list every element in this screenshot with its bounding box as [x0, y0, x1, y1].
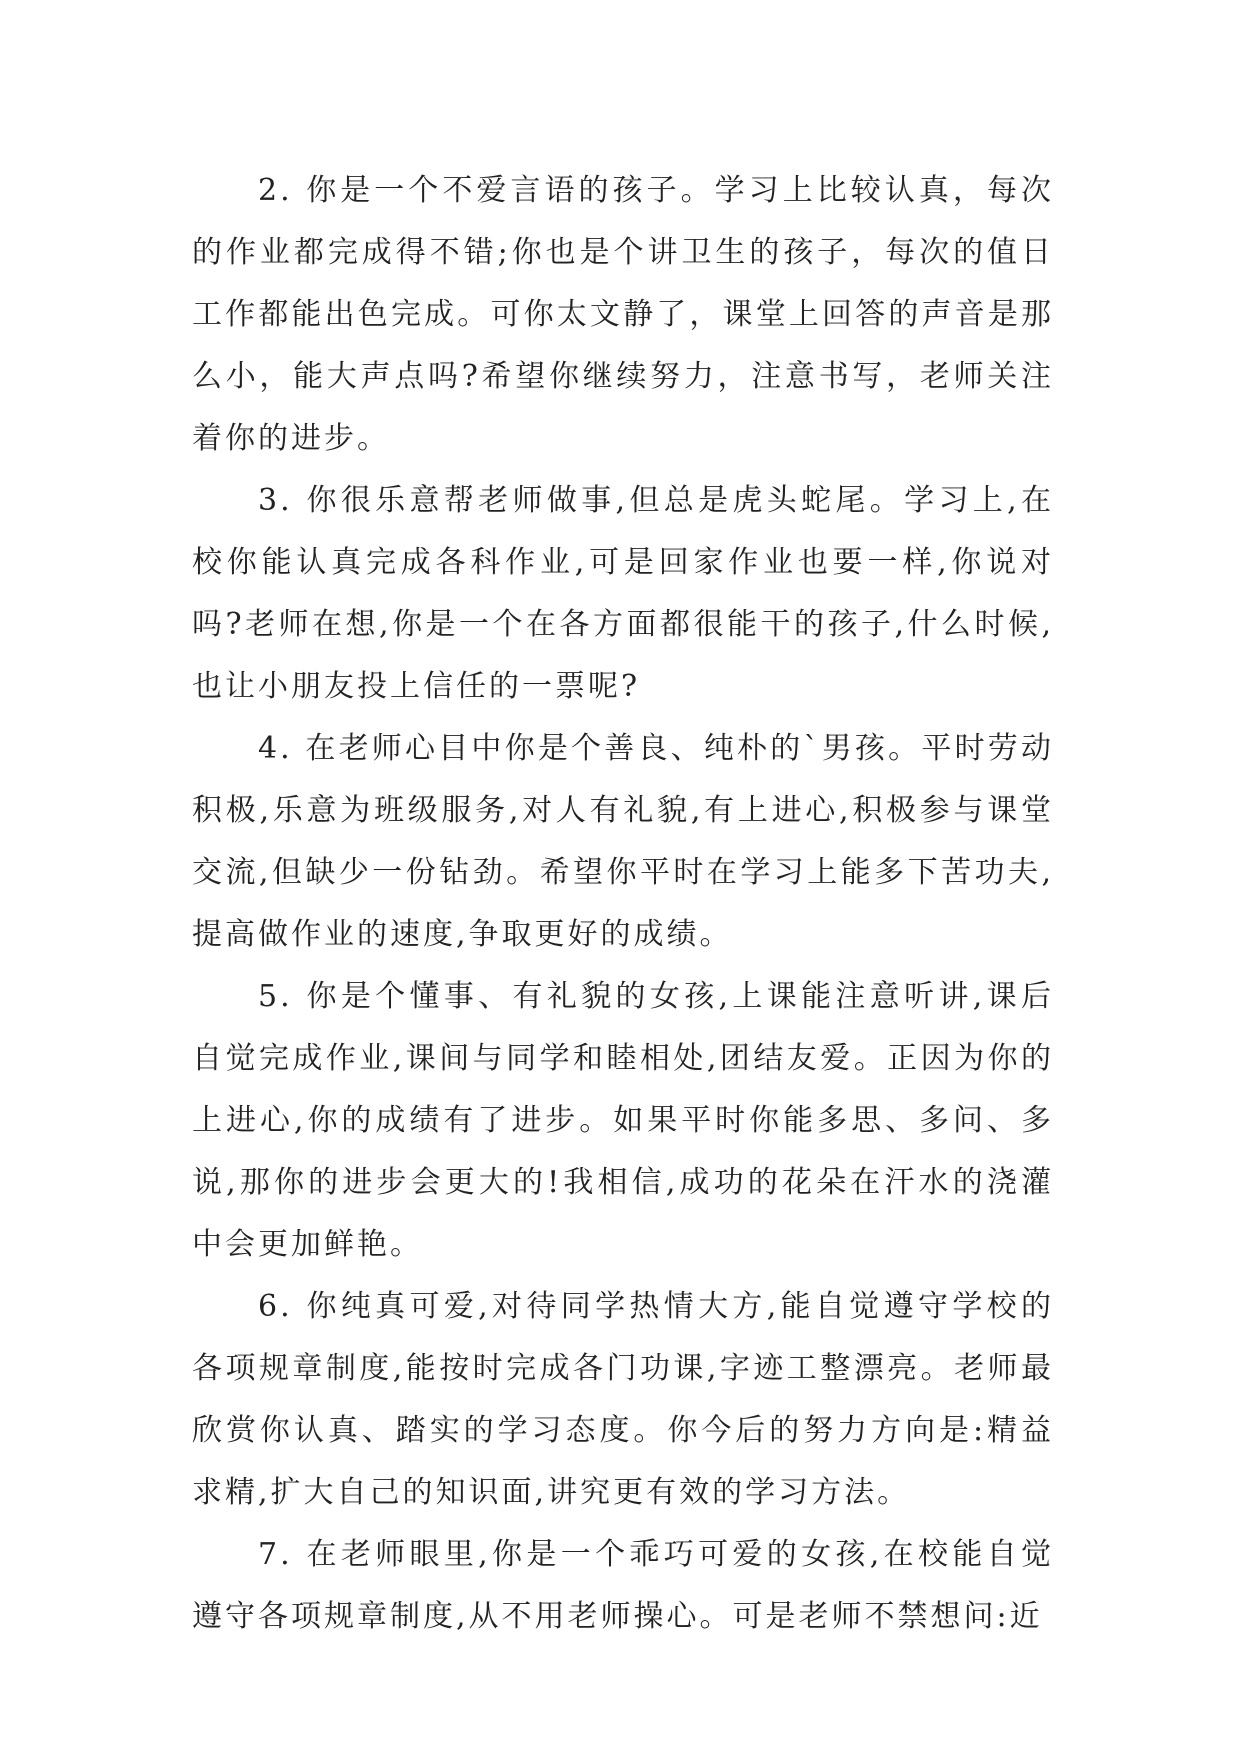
document-body — [192, 160, 1054, 1648]
comment-paragraph-2: 2. 你是一个不爱言语的孩子。学习上比较认真，每次的作业都完成得不错;你也是个讲卫生的孩子，每次的值日工作都能出色完成。可你太文静了，课堂上回答的声音是那么小，能大声点吗?希望你继续努力，注意书写，老师关注着你的进步。 — [192, 173, 1054, 456]
comment-paragraph-5: 5. 你是个懂事、有礼貌的女孩,上课能注意听讲,课后自觉完成作业,课间与同学和睦相处,团结友爱。正因为你的上进心,你的成绩有了进步。如果平时你能多思、多问、多说,那你的进步会更大的!我相信,成功的花朵在汗水的浇灌中会更加鲜艳。 — [192, 979, 1054, 1262]
comment-paragraph-3: 3. 你很乐意帮老师做事,但总是虎头蛇尾。学习上,在校你能认真完成各科作业,可是回家作业也要一样,你说对吗?老师在想,你是一个在各方面都很能干的孩子,什么时候,也让小朋友投上信任的一票呢? — [192, 483, 1054, 704]
comment-paragraph-4: 4. 在老师心目中你是个善良、纯朴的`男孩。平时劳动积极,乐意为班级服务,对人有礼貌,有上进心,积极参与课堂交流,但缺少一份钻劲。希望你平时在学习上能多下苦功夫,提高做作业的速度,争取更好的成绩。 — [192, 731, 1054, 952]
comment-paragraph-7: 7. 在老师眼里,你是一个乖巧可爱的女孩,在校能自觉遵守各项规章制度,从不用老师操心。可是老师不禁想问:近 — [192, 1537, 1054, 1634]
comment-paragraph-6: 6. 你纯真可爱,对待同学热情大方,能自觉遵守学校的各项规章制度,能按时完成各门功课,字迹工整漂亮。老师最欣赏你认真、踏实的学习态度。你今后的努力方向是:精益求精,扩大自己的知识面,讲究更有效的学习方法。 — [192, 1289, 1054, 1510]
